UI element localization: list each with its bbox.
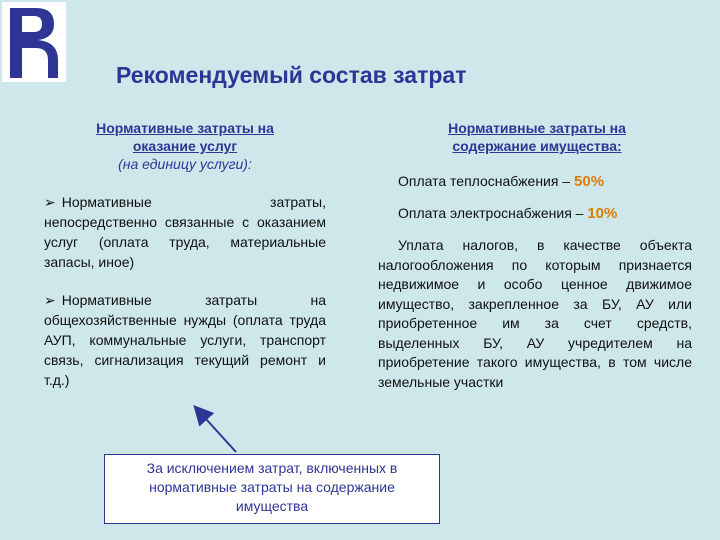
- heating-cost-item: [398, 173, 604, 190]
- bullet-item: [44, 192, 326, 272]
- electricity-cost-percent: 10%: [587, 205, 618, 222]
- arrow-bullet-icon: ➢: [44, 292, 56, 308]
- right-heading-line1: Нормативные затраты на: [448, 120, 626, 136]
- heating-cost-label: Оплата теплоснабжения –: [398, 173, 575, 189]
- page-title: Рекомендуемый состав затрат: [116, 62, 467, 88]
- bullet-text: Нормативные затраты, непосредственно связанные с оказанием услуг (оплата труда, материальные запасы, иное): [44, 194, 326, 270]
- hse-logo: [2, 2, 66, 82]
- exclusion-note: [104, 454, 440, 524]
- left-heading: [40, 119, 330, 173]
- bullet-item: [44, 290, 326, 390]
- note-line1: За исключением затрат, включенных в: [146, 460, 398, 476]
- electricity-cost-label: Оплата электроснабжения –: [398, 205, 588, 221]
- electricity-cost-item: [398, 205, 617, 222]
- arrow-bullet-icon: ➢: [44, 194, 56, 210]
- left-heading-line1: Нормативные затраты на: [96, 120, 274, 136]
- bullet-text: Нормативные затраты на общехозяйственные нужды (оплата труда АУП, коммунальные услуги, транспорт связь, сигнализация текущий ремонт и т.д.): [44, 292, 326, 388]
- tax-paragraph: Уплата налогов, в качестве объекта налогообложения по которым признается недвижимое и особо ценное движимое имущество, закрепленное за БУ, АУ или приобретенное им за счет средств, выделенных БУ, АУ учредителем на приобретение такого имущества, в том числе земельные участки: [378, 237, 692, 390]
- left-heading-line3: (на единицу услуги):: [118, 156, 252, 172]
- left-heading-line2: оказание услуг: [132, 138, 238, 154]
- note-line3: имущества: [235, 498, 309, 514]
- heating-cost-percent: 50%: [574, 173, 605, 190]
- note-line2: нормативные затраты на содержание: [149, 479, 395, 495]
- right-heading: [396, 119, 678, 155]
- right-heading-line2: содержание имущества:: [452, 138, 622, 154]
